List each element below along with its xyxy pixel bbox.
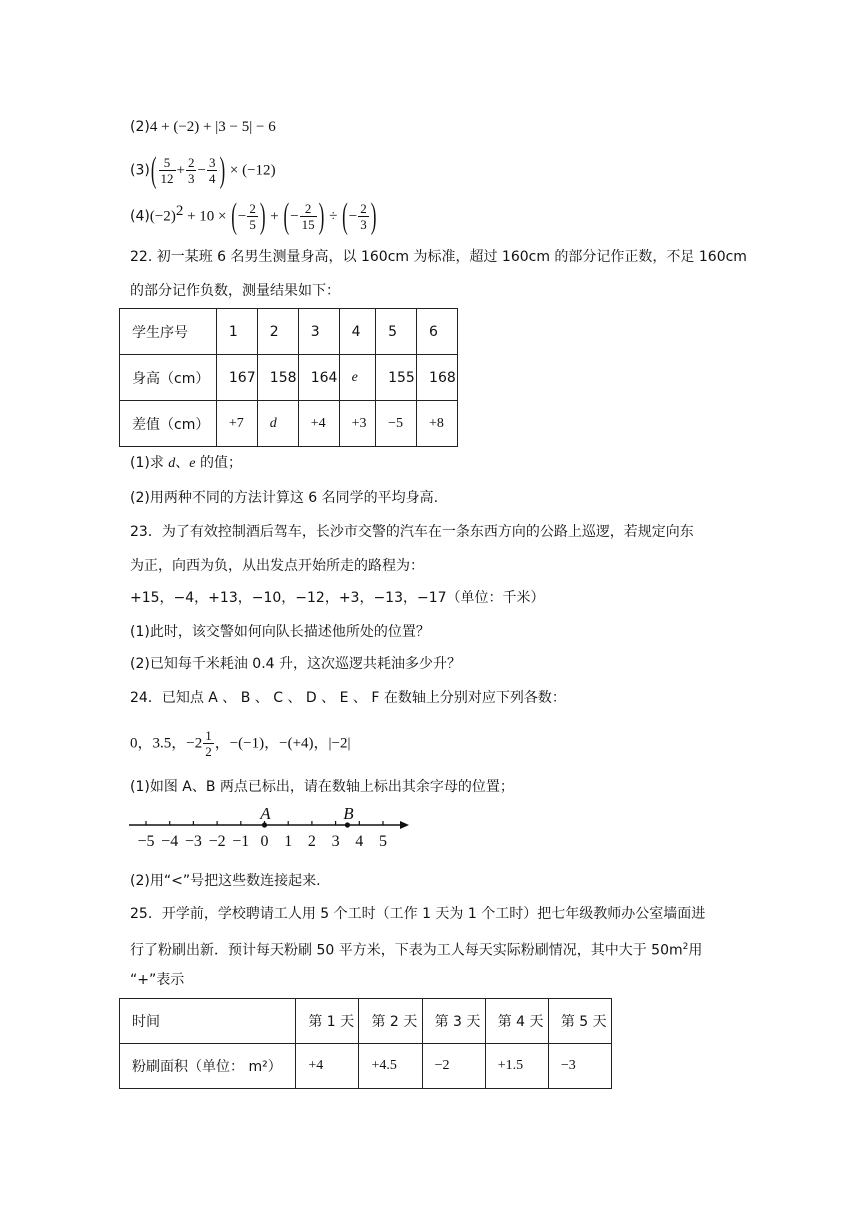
tick-label: 0 bbox=[260, 833, 269, 850]
math-text: 0，3.5，−2 bbox=[130, 735, 203, 752]
q22-sub2: (2)用两种不同的方法计算这 6 名同学的平均身高. bbox=[130, 490, 439, 506]
q25-line1: 25．开学前，学校聘请工人用 5 个工时（工作 1 天为 1 个工时）把七年级教师办公室墙面进 bbox=[130, 906, 706, 922]
exercise-3 bbox=[130, 149, 276, 190]
table-cell: 第 1 天 bbox=[296, 999, 359, 1044]
math-text: + 10 × bbox=[183, 208, 231, 225]
tick-label: 3 bbox=[331, 833, 340, 850]
q23-values: +15，−4，+13，−10，−12，+3，−13，−17（单位：千米） bbox=[130, 590, 545, 606]
table-cell: −5 bbox=[376, 401, 417, 447]
numerator: 1 bbox=[205, 728, 212, 743]
math-text: −12 bbox=[247, 162, 271, 179]
math-text: − bbox=[348, 208, 358, 225]
table-cell: 5 bbox=[376, 309, 417, 355]
table-cell: 167 bbox=[216, 355, 257, 401]
point-a bbox=[262, 822, 267, 827]
table-cell: 3 bbox=[298, 309, 339, 355]
math-text: − bbox=[290, 208, 299, 225]
paren: ( bbox=[342, 195, 348, 236]
paren: ( bbox=[150, 149, 157, 190]
fraction bbox=[247, 201, 258, 232]
abs-bar: | bbox=[215, 119, 219, 135]
table-cell: 158 bbox=[257, 355, 298, 401]
tick-label: −4 bbox=[161, 833, 179, 850]
paren: ( bbox=[242, 162, 248, 179]
painting-table bbox=[119, 998, 612, 1089]
table-cell: 粉刷面积（单位： m²） bbox=[120, 1044, 296, 1089]
text: 行了粉刷出新．预计每天粉刷 50 平方米，下表为工人每天实际粉刷情况，其中大于 50m bbox=[130, 942, 683, 959]
height-table bbox=[119, 308, 458, 447]
paren: ( bbox=[283, 195, 290, 236]
denominator: 2 bbox=[205, 744, 212, 759]
math-text: + bbox=[199, 119, 216, 135]
paren: ( bbox=[149, 208, 155, 225]
tick-label: −5 bbox=[137, 833, 155, 850]
q24-line1: 24．已知点 A 、 B 、 C 、 D 、 E 、 F 在数轴上分别对应下列各数： bbox=[130, 690, 566, 706]
table-cell: +7 bbox=[216, 401, 257, 447]
paren: ) bbox=[259, 195, 266, 236]
operator: + bbox=[266, 208, 283, 225]
table-cell: +1.5 bbox=[485, 1044, 548, 1089]
denominator: 4 bbox=[208, 171, 216, 186]
table-cell: 168 bbox=[417, 355, 458, 401]
q25-line3: “+”表示 bbox=[130, 972, 185, 988]
math-text: −2 bbox=[178, 119, 195, 135]
numerator: 2 bbox=[249, 201, 256, 217]
exercise-label: (4) bbox=[130, 208, 150, 225]
paren: ) bbox=[270, 162, 276, 179]
numerator: 3 bbox=[208, 155, 216, 170]
table-row bbox=[120, 401, 458, 447]
table-cell: 第 4 天 bbox=[485, 999, 548, 1044]
fraction bbox=[300, 201, 317, 232]
numerator: 2 bbox=[187, 155, 195, 170]
paren: ) bbox=[370, 195, 377, 236]
math-text: − 6 bbox=[252, 119, 276, 135]
denominator: 3 bbox=[187, 171, 195, 186]
exercise-label: (3) bbox=[130, 162, 150, 179]
table-row bbox=[120, 999, 612, 1044]
q24-sub1: (1)如图 A、B 两点已标出，请在数轴上标出其余字母的位置； bbox=[130, 779, 514, 795]
operator: × bbox=[226, 162, 243, 179]
numerator: 2 bbox=[300, 201, 317, 217]
table-cell: +4 bbox=[296, 1044, 359, 1089]
paren: ) bbox=[194, 119, 200, 135]
point-label: B bbox=[343, 804, 354, 823]
tick-label: 1 bbox=[284, 833, 293, 850]
paren: ) bbox=[219, 149, 226, 190]
number-line bbox=[127, 803, 427, 853]
table-cell: 1 bbox=[216, 309, 257, 355]
denominator: 12 bbox=[160, 171, 174, 186]
tick-label: 2 bbox=[307, 833, 316, 850]
table-cell: 学生序号 bbox=[120, 309, 217, 355]
q25-line2 bbox=[130, 937, 702, 961]
text: 、 bbox=[175, 455, 190, 471]
q23-line1: 23．为了有效控制酒后驾车，长沙市交警的汽车在一条东西方向的公路上巡逻，若规定向东 bbox=[130, 524, 694, 540]
table-cell: +4 bbox=[298, 401, 339, 447]
operator: + bbox=[176, 162, 185, 179]
paren: ) bbox=[170, 208, 176, 225]
point-b bbox=[345, 822, 350, 827]
fraction bbox=[207, 155, 218, 186]
text: 用 bbox=[688, 942, 703, 959]
tick-label: −3 bbox=[184, 833, 202, 850]
exercise-4 bbox=[130, 195, 377, 236]
q22-line2: 的部分记作负数，测量结果如下： bbox=[130, 283, 340, 299]
table-cell: 第 3 天 bbox=[422, 999, 485, 1044]
numerator: 5 bbox=[159, 155, 176, 171]
table-cell: +3 bbox=[339, 401, 375, 447]
exercise-label: (2) bbox=[130, 119, 150, 135]
q23-line2: 为正，向西为负，从出发点开始所走的路程为： bbox=[130, 558, 424, 574]
math-text: ，−(−1)，−(+4)，|−2| bbox=[214, 735, 351, 752]
table-cell: d bbox=[257, 401, 298, 447]
table-cell: 155 bbox=[376, 355, 417, 401]
numerator: 2 bbox=[360, 201, 367, 217]
math-text: −2 bbox=[154, 208, 171, 225]
var-d: d bbox=[168, 456, 176, 471]
text: 的值； bbox=[195, 455, 242, 471]
fraction bbox=[358, 201, 369, 232]
paren: ( bbox=[231, 195, 237, 236]
table-cell: +8 bbox=[417, 401, 458, 447]
abs-bar: | bbox=[249, 119, 253, 135]
q23-sub1: (1)此时，该交警如何向队长描述他所处的位置？ bbox=[130, 624, 430, 640]
table-cell: +4.5 bbox=[359, 1044, 422, 1089]
exponent: 2 bbox=[175, 203, 184, 219]
tick-label: −1 bbox=[232, 833, 250, 850]
tick-label: 4 bbox=[355, 833, 364, 850]
denominator: 3 bbox=[360, 217, 367, 233]
exercise-2 bbox=[130, 117, 276, 137]
paren: ) bbox=[318, 195, 325, 236]
point-label: A bbox=[260, 804, 271, 823]
table-row bbox=[120, 1044, 612, 1089]
table-cell: e bbox=[339, 355, 375, 401]
table-cell: 身高（cm） bbox=[120, 355, 217, 401]
q23-sub2: (2)已知每千米耗油 0.4 升，这次巡逻共耗油多少升？ bbox=[130, 656, 461, 672]
denominator: 5 bbox=[249, 217, 256, 233]
paren: ( bbox=[173, 119, 179, 135]
table-cell: 4 bbox=[339, 309, 375, 355]
table-cell: 6 bbox=[417, 309, 458, 355]
fraction bbox=[186, 155, 197, 186]
axis-arrow-icon bbox=[400, 821, 409, 829]
table-cell: 差值（cm） bbox=[120, 401, 217, 447]
table-cell: 第 5 天 bbox=[548, 999, 611, 1044]
table-cell: 164 bbox=[298, 355, 339, 401]
q24-numbers bbox=[130, 728, 351, 759]
q22-line1: 22. 初一某班 6 名男生测量身高，以 160cm 为标准，超过 160cm 的部分记作正数，不足 160cm bbox=[130, 249, 747, 265]
table-row bbox=[120, 309, 458, 355]
tick-label: −2 bbox=[208, 833, 226, 850]
q24-sub2: (2)用“<”号把这些数连接起来. bbox=[130, 873, 321, 889]
math-text: 3 − 5 bbox=[218, 119, 250, 135]
fraction bbox=[203, 728, 214, 759]
operator: − bbox=[197, 162, 206, 179]
var-e: e bbox=[189, 456, 196, 471]
tick-label: 5 bbox=[379, 833, 387, 850]
fraction bbox=[159, 155, 176, 186]
q22-sub1 bbox=[130, 453, 242, 474]
math-text: 4 + bbox=[149, 119, 174, 135]
text: (1)求 bbox=[130, 455, 169, 471]
math-text: − bbox=[237, 208, 247, 225]
table-cell: −3 bbox=[548, 1044, 611, 1089]
denominator: 15 bbox=[301, 217, 315, 233]
exponent: 2 bbox=[682, 942, 689, 952]
table-cell: 时间 bbox=[120, 999, 296, 1044]
table-cell: 2 bbox=[257, 309, 298, 355]
operator: ÷ bbox=[325, 208, 342, 225]
table-row bbox=[120, 355, 458, 401]
table-cell: −2 bbox=[422, 1044, 485, 1089]
table-cell: 第 2 天 bbox=[359, 999, 422, 1044]
